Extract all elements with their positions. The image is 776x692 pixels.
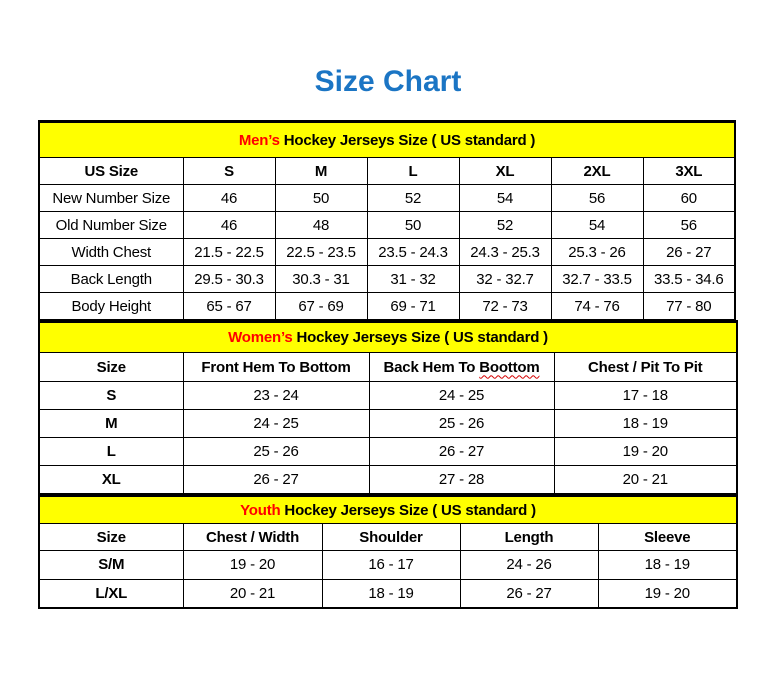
column-header: US Size — [39, 158, 183, 185]
size-value-cell: 25.3 - 26 — [551, 239, 643, 266]
size-value-cell: 60 — [643, 185, 735, 212]
mens-row — [39, 293, 735, 320]
size-value-cell: 56 — [643, 212, 735, 239]
column-header: Shoulder — [322, 524, 460, 551]
misspelled-word: Boottom — [479, 358, 540, 376]
size-value-cell: 19 - 20 — [598, 579, 737, 608]
section-title-accent: Youth — [240, 501, 281, 519]
size-value-cell: 46 — [183, 212, 275, 239]
page-title: Size Chart — [314, 65, 462, 98]
size-value-cell: 20 - 21 — [183, 579, 322, 608]
size-value-cell: 56 — [551, 185, 643, 212]
size-value-cell: 24 - 26 — [460, 551, 598, 580]
size-value-cell: 48 — [275, 212, 367, 239]
column-header: Front Hem To Bottom — [183, 353, 369, 382]
size-value-cell: 23.5 - 24.3 — [367, 239, 459, 266]
size-value-cell: 16 - 17 — [322, 551, 460, 580]
size-value-cell: 54 — [459, 185, 551, 212]
size-value-cell: 25 - 26 — [183, 438, 369, 466]
mens-row — [39, 212, 735, 239]
size-value-cell: 69 - 71 — [367, 293, 459, 320]
section-title-accent: Women’s — [228, 329, 293, 346]
mens-column-header-row — [39, 158, 735, 185]
youth-size-table — [38, 494, 738, 609]
size-value-cell: 33.5 - 34.6 — [643, 266, 735, 293]
column-header: M — [275, 158, 367, 185]
row-label: Old Number Size — [39, 212, 183, 239]
mens-section-title — [39, 122, 735, 158]
womens-section-header-row — [39, 322, 737, 353]
size-value-cell: 19 - 20 — [183, 551, 322, 580]
youth-section-header-row — [39, 496, 737, 524]
size-value-cell: 72 - 73 — [459, 293, 551, 320]
mens-section-header-row — [39, 122, 735, 158]
size-value-cell: 21.5 - 22.5 — [183, 239, 275, 266]
size-value-cell: 25 - 26 — [369, 410, 554, 438]
column-header: Size — [39, 353, 183, 382]
size-value-cell: 30.3 - 31 — [275, 266, 367, 293]
section-title-rest: Hockey Jerseys Size ( US standard ) — [292, 329, 548, 346]
size-chart — [38, 120, 736, 609]
size-value-cell: 17 - 18 — [554, 382, 737, 410]
womens-column-header-row — [39, 353, 737, 382]
size-value-cell: 18 - 19 — [554, 410, 737, 438]
column-header: Chest / Width — [183, 524, 322, 551]
size-value-cell: 31 - 32 — [367, 266, 459, 293]
row-label: New Number Size — [39, 185, 183, 212]
column-header: XL — [459, 158, 551, 185]
size-value-cell: 52 — [459, 212, 551, 239]
mens-size-table — [38, 120, 736, 320]
womens-row — [39, 466, 737, 494]
column-header: Size — [39, 524, 183, 551]
size-value-cell: 26 - 27 — [183, 466, 369, 494]
womens-row — [39, 438, 737, 466]
column-header: Chest / Pit To Pit — [554, 353, 737, 382]
section-title-rest: Hockey Jerseys Size ( US standard ) — [279, 131, 536, 149]
size-value-cell: 52 — [367, 185, 459, 212]
size-value-cell: 74 - 76 — [551, 293, 643, 320]
column-header — [369, 353, 554, 382]
size-value-cell: 27 - 28 — [369, 466, 554, 494]
size-value-cell: 54 — [551, 212, 643, 239]
column-header: 2XL — [551, 158, 643, 185]
row-label: L/XL — [39, 579, 183, 608]
size-value-cell: 32 - 32.7 — [459, 266, 551, 293]
size-value-cell: 18 - 19 — [598, 551, 737, 580]
mens-row — [39, 239, 735, 266]
size-value-cell: 20 - 21 — [554, 466, 737, 494]
section-title-rest: Hockey Jerseys Size ( US standard ) — [280, 501, 536, 519]
size-value-cell: 77 - 80 — [643, 293, 735, 320]
womens-section-title — [39, 322, 737, 353]
column-header: Length — [460, 524, 598, 551]
mens-row — [39, 185, 735, 212]
size-value-cell: 23 - 24 — [183, 382, 369, 410]
size-value-cell: 50 — [275, 185, 367, 212]
size-value-cell: 19 - 20 — [554, 438, 737, 466]
size-value-cell: 24 - 25 — [183, 410, 369, 438]
youth-row — [39, 551, 737, 580]
row-label: S — [39, 382, 183, 410]
column-header: L — [367, 158, 459, 185]
column-header: 3XL — [643, 158, 735, 185]
row-label: L — [39, 438, 183, 466]
youth-section-title — [39, 496, 737, 524]
row-label: Body Height — [39, 293, 183, 320]
size-value-cell: 46 — [183, 185, 275, 212]
womens-row — [39, 382, 737, 410]
size-value-cell: 29.5 - 30.3 — [183, 266, 275, 293]
row-label: Width Chest — [39, 239, 183, 266]
size-value-cell: 67 - 69 — [275, 293, 367, 320]
row-label: XL — [39, 466, 183, 494]
column-header: S — [183, 158, 275, 185]
column-header: Sleeve — [598, 524, 737, 551]
size-value-cell: 26 - 27 — [460, 579, 598, 608]
size-value-cell: 26 - 27 — [369, 438, 554, 466]
size-value-cell: 24 - 25 — [369, 382, 554, 410]
size-value-cell: 24.3 - 25.3 — [459, 239, 551, 266]
youth-row — [39, 579, 737, 608]
size-value-cell: 22.5 - 23.5 — [275, 239, 367, 266]
womens-row — [39, 410, 737, 438]
row-label: M — [39, 410, 183, 438]
row-label: Back Length — [39, 266, 183, 293]
youth-column-header-row — [39, 524, 737, 551]
womens-size-table — [38, 320, 738, 494]
mens-row — [39, 266, 735, 293]
size-value-cell: 18 - 19 — [322, 579, 460, 608]
size-value-cell: 65 - 67 — [183, 293, 275, 320]
size-value-cell: 50 — [367, 212, 459, 239]
section-title-accent: Men’s — [238, 131, 280, 149]
size-value-cell: 26 - 27 — [643, 239, 735, 266]
size-value-cell: 32.7 - 33.5 — [551, 266, 643, 293]
column-header-text: Back Hem To — [383, 358, 480, 376]
row-label: S/M — [39, 551, 183, 580]
